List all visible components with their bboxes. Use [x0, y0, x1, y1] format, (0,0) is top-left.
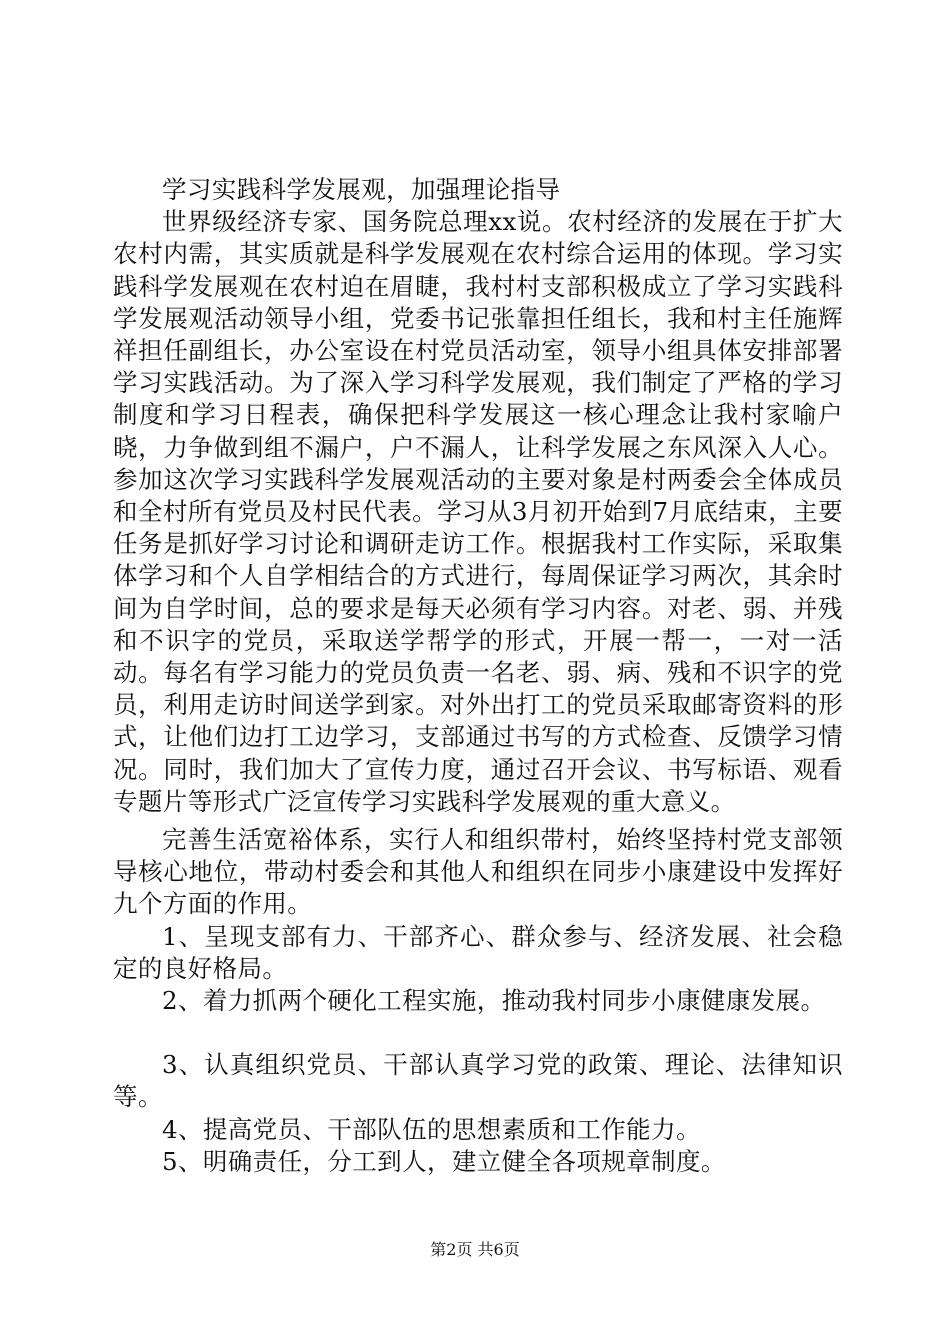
list-item-1: 1、呈现支部有力、干部齐心、群众参与、经济发展、社会稳定的良好格局。: [113, 921, 843, 983]
list-item-3: 3、认真组织党员、干部认真学习党的政策、理论、法律知识等。: [113, 1050, 843, 1112]
list-item-2: 2、着力抓两个硬化工程实施，推动我村同步小康健康发展。: [162, 986, 826, 1016]
page-footer: 第2页 共6页: [430, 1240, 520, 1259]
section-title: 学习实践科学发展观，加强理论指导: [162, 175, 561, 204]
document-body: [113, 174, 843, 1178]
list-item-5: 5、明确责任，分工到人，建立健全各项规章制度。: [162, 1146, 726, 1176]
list-item-4: 4、提高党员、干部队伍的思想素质和工作能力。: [162, 1114, 701, 1144]
paragraph-main: 世界级经济专家、国务院总理xx说。农村经济的发展在于扩大农村内需，其实质就是科学发展观在农村综合运用的体现。学习实践科学发展观在农村迫在眉睫，我村村支部积极成立了学习实践科学发展观活动领导小组，党委书记张靠担任组长，我和村主任施辉祥担任副组长，办公室设在村党员活动室，领导小组具体安排部署学习实践活动。为了深入学习科学发展观，我们制定了严格的学习制度和学习日程表，确保把科学发展这一核心理念让我村家喻户晓，力争做到组不漏户，户不漏人，让科学发展之东风深入人心。参加这次学习实践科学发展观活动的主要对象是村两委会全体成员和全村所有党员及村民代表。学习从3月初开始到7月底结束，主要任务是抓好学习讨论和调研走访工作。根据我村工作实际，采取集体学习和个人自学相结合的方式进行，每周保证学习两次，其余时间为自学时间，总的要求是每天必须有学习内容。对老、弱、并残和不识字的党员，采取送学帮学的形式，开展一帮一，一对一活动。每名有学习能力的党员负责一名老、弱、病、残和不识字的党员，利用走访时间送学到家。对外出打工的党员采取邮寄资料的形式，让他们边打工边学习，支部通过书写的方式检查、反馈学习情况。同时，我们加大了宣传力度，通过召开会议、书写标语、观看专题片等形式广泛宣传学习实践科学发展观的重大意义。: [113, 207, 843, 816]
paragraph-intro: 完善生活宽裕体系，实行人和组织带村，始终坚持村党支部领导核心地位，带动村委会和其他人和组织在同步小康建设中发挥好九个方面的作用。: [113, 825, 843, 919]
